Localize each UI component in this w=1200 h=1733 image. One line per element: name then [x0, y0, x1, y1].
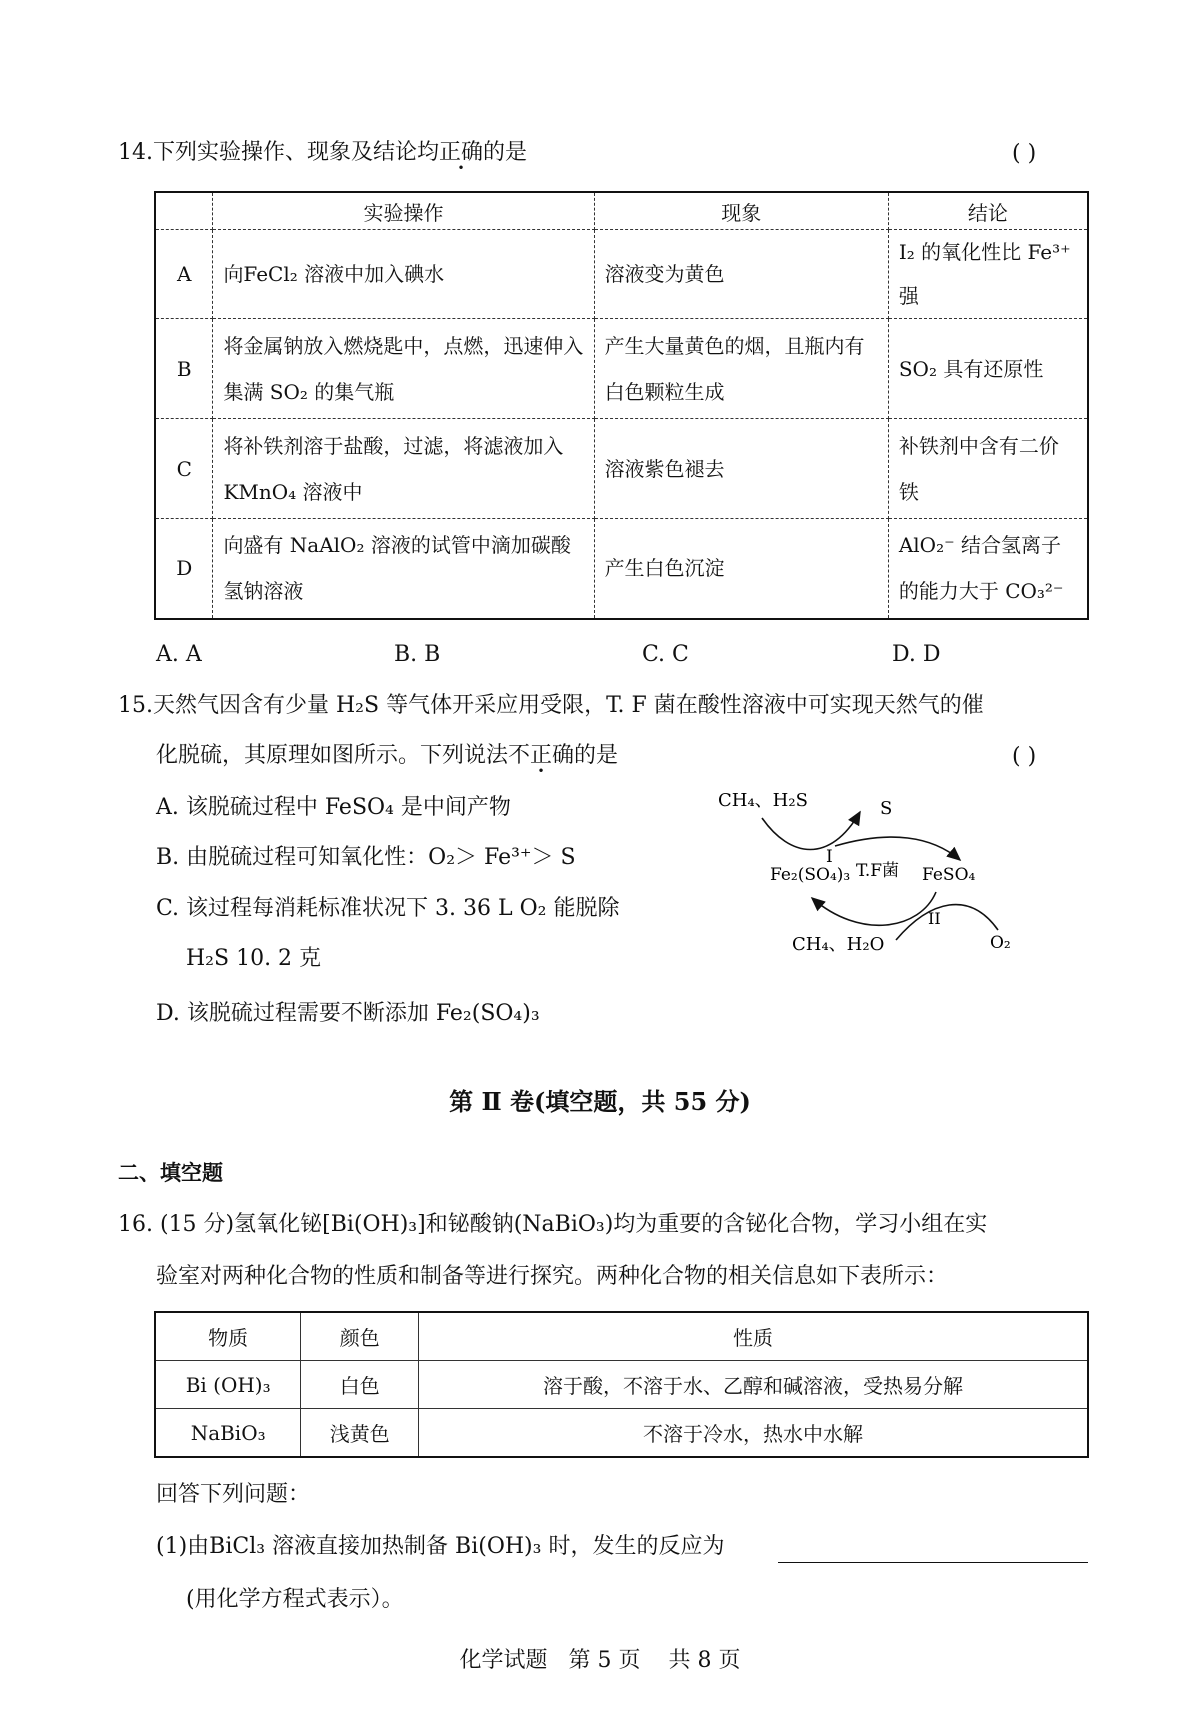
header-phenomenon: 现象: [594, 192, 888, 230]
cell-conclusion: AlO₂⁻ 结合氢离子的能力大于 CO₃²⁻: [888, 519, 1088, 619]
q14-table: [154, 191, 1089, 620]
q14-stem: 14.下列实验操作、现象及结论均正确的是: [118, 140, 528, 165]
cell-property: 不溶于冷水，热水中水解: [419, 1409, 1088, 1458]
q16-table: [154, 1311, 1089, 1458]
table-row: [155, 419, 1088, 519]
q16-prompt: 回答下列问题：: [156, 1482, 311, 1507]
cell-phenomenon: 产生白色沉淀: [594, 519, 888, 619]
header-operation: 实验操作: [213, 192, 594, 230]
row-label: A: [155, 230, 213, 319]
cell-substance: NaBiO₃: [155, 1409, 301, 1458]
cell-phenomenon: 溶液紫色褪去: [594, 419, 888, 519]
table-row: [155, 230, 1088, 319]
q14-option-a[interactable]: A. A: [156, 642, 202, 667]
fe3-to-fe2-arrow: [835, 837, 960, 860]
oxygen-curve: [896, 905, 998, 940]
oxygen-label: O₂: [990, 933, 1011, 953]
row-label: D: [155, 519, 213, 619]
catalyst-label: T.F菌: [856, 861, 900, 881]
row-label: B: [155, 319, 213, 419]
q14-number: 14.: [118, 140, 153, 165]
cell-operation: 向盛有 NaAlO₂ 溶液的试管中滴加碳酸氢钠溶液: [213, 519, 594, 619]
table-row: [155, 519, 1088, 619]
section-title: 第 Ⅱ 卷(填空题，共 55 分): [449, 1087, 751, 1116]
row-label: C: [155, 419, 213, 519]
table-row: [155, 319, 1088, 419]
cell-phenomenon: 溶液变为黄色: [594, 230, 888, 319]
cell-conclusion: SO₂ 具有还原性: [888, 319, 1088, 419]
header-property: 性质: [419, 1312, 1088, 1361]
table-header-row: [155, 192, 1088, 230]
desulfurization-diagram: [700, 780, 1030, 970]
cell-property: 溶于酸，不溶于水、乙醇和碱溶液，受热易分解: [419, 1361, 1088, 1409]
q14-option-c[interactable]: C. C: [642, 642, 689, 667]
q16-sub1-line2: (用化学方程式表示）。: [186, 1587, 404, 1612]
q16-sub1-line1: (1)由BiCl₃ 溶液直接加热制备 Bi(OH)₃ 时，发生的反应为: [156, 1534, 725, 1559]
q14-emphasis: 正确: [439, 140, 484, 165]
q16-stem-line1: 16. (15 分)氢氧化铋[Bi(OH)₃]和铋酸钠(NaBiO₃)均为重要的含铋化合物，学习小组在实: [118, 1212, 988, 1237]
q14-option-b[interactable]: B. B: [394, 642, 441, 667]
header-color: 颜色: [301, 1312, 419, 1361]
cell-phenomenon: 产生大量黄色的烟，且瓶内有白色颗粒生成: [594, 319, 888, 419]
table-row: [155, 1409, 1088, 1458]
cell-color: 白色: [301, 1361, 419, 1409]
cell-substance: Bi (OH)₃: [155, 1361, 301, 1409]
fe2so43-label: Fe₂(SO₄)₃: [770, 865, 851, 885]
q15-answer-paren[interactable]: ( ): [1012, 744, 1037, 769]
q16-stem-line2: 验室对两种化合物的性质和制备等进行探究。两种化合物的相关信息如下表所示：: [156, 1264, 949, 1289]
q15-option-d[interactable]: D. 该脱硫过程需要不断添加 Fe₂(SO₄)₃: [156, 1001, 540, 1026]
q15-emphasis: 不正确: [508, 743, 575, 768]
cell-conclusion: 补铁剂中含有二价铁: [888, 419, 1088, 519]
cell-conclusion: I₂ 的氧化性比 Fe³⁺强: [888, 230, 1088, 319]
step1-label: I: [826, 847, 833, 867]
feso4-label: FeSO₄: [922, 865, 976, 885]
page-footer: 化学试题 第 5 页 共 8 页: [459, 1648, 741, 1673]
q15-option-c-cont: H₂S 10. 2 克: [186, 946, 322, 971]
header-conclusion: 结论: [888, 192, 1088, 230]
q15-number: 15.: [118, 693, 153, 718]
q15-option-c[interactable]: C. 该过程每消耗标准状况下 3. 36 L O₂ 能脱除: [156, 896, 620, 921]
cell-operation: 向FeCl₂ 溶液中加入碘水: [213, 230, 594, 319]
q15-option-a[interactable]: A. 该脱硫过程中 FeSO₄ 是中间产物: [156, 795, 511, 820]
step2-label: II: [928, 909, 941, 928]
header-substance: 物质: [155, 1312, 301, 1361]
cell-operation: 将补铁剂溶于盐酸，过滤，将滤液加入KMnO₄ 溶液中: [213, 419, 594, 519]
part-heading: 二、填空题: [118, 1160, 223, 1185]
table-header-row: [155, 1312, 1088, 1361]
q14-option-d[interactable]: D. D: [892, 642, 941, 667]
table-row: [155, 1361, 1088, 1409]
products2-label: CH₄、H₂O: [792, 934, 885, 955]
q15-stem-line1: 15.天然气因含有少量 H₂S 等气体开采应用受限，T. F 菌在酸性溶液中可实现天然气的催: [118, 693, 984, 718]
cell-operation: 将金属钠放入燃烧匙中，点燃，迅速伸入集满 SO₂ 的集气瓶: [213, 319, 594, 419]
q15-option-b[interactable]: B. 由脱硫过程可知氧化性：O₂＞ Fe³⁺＞ S: [156, 845, 576, 870]
q15-stem-line2: 化脱硫，其原理如图所示。下列说法不正确的是: [156, 743, 619, 768]
q16-answer-blank[interactable]: [778, 1562, 1088, 1563]
q14-answer-paren[interactable]: ( ): [1012, 141, 1037, 166]
cell-color: 浅黄色: [301, 1409, 419, 1458]
reactants-label: CH₄、H₂S: [718, 790, 808, 811]
sulfur-label: S: [880, 798, 893, 819]
